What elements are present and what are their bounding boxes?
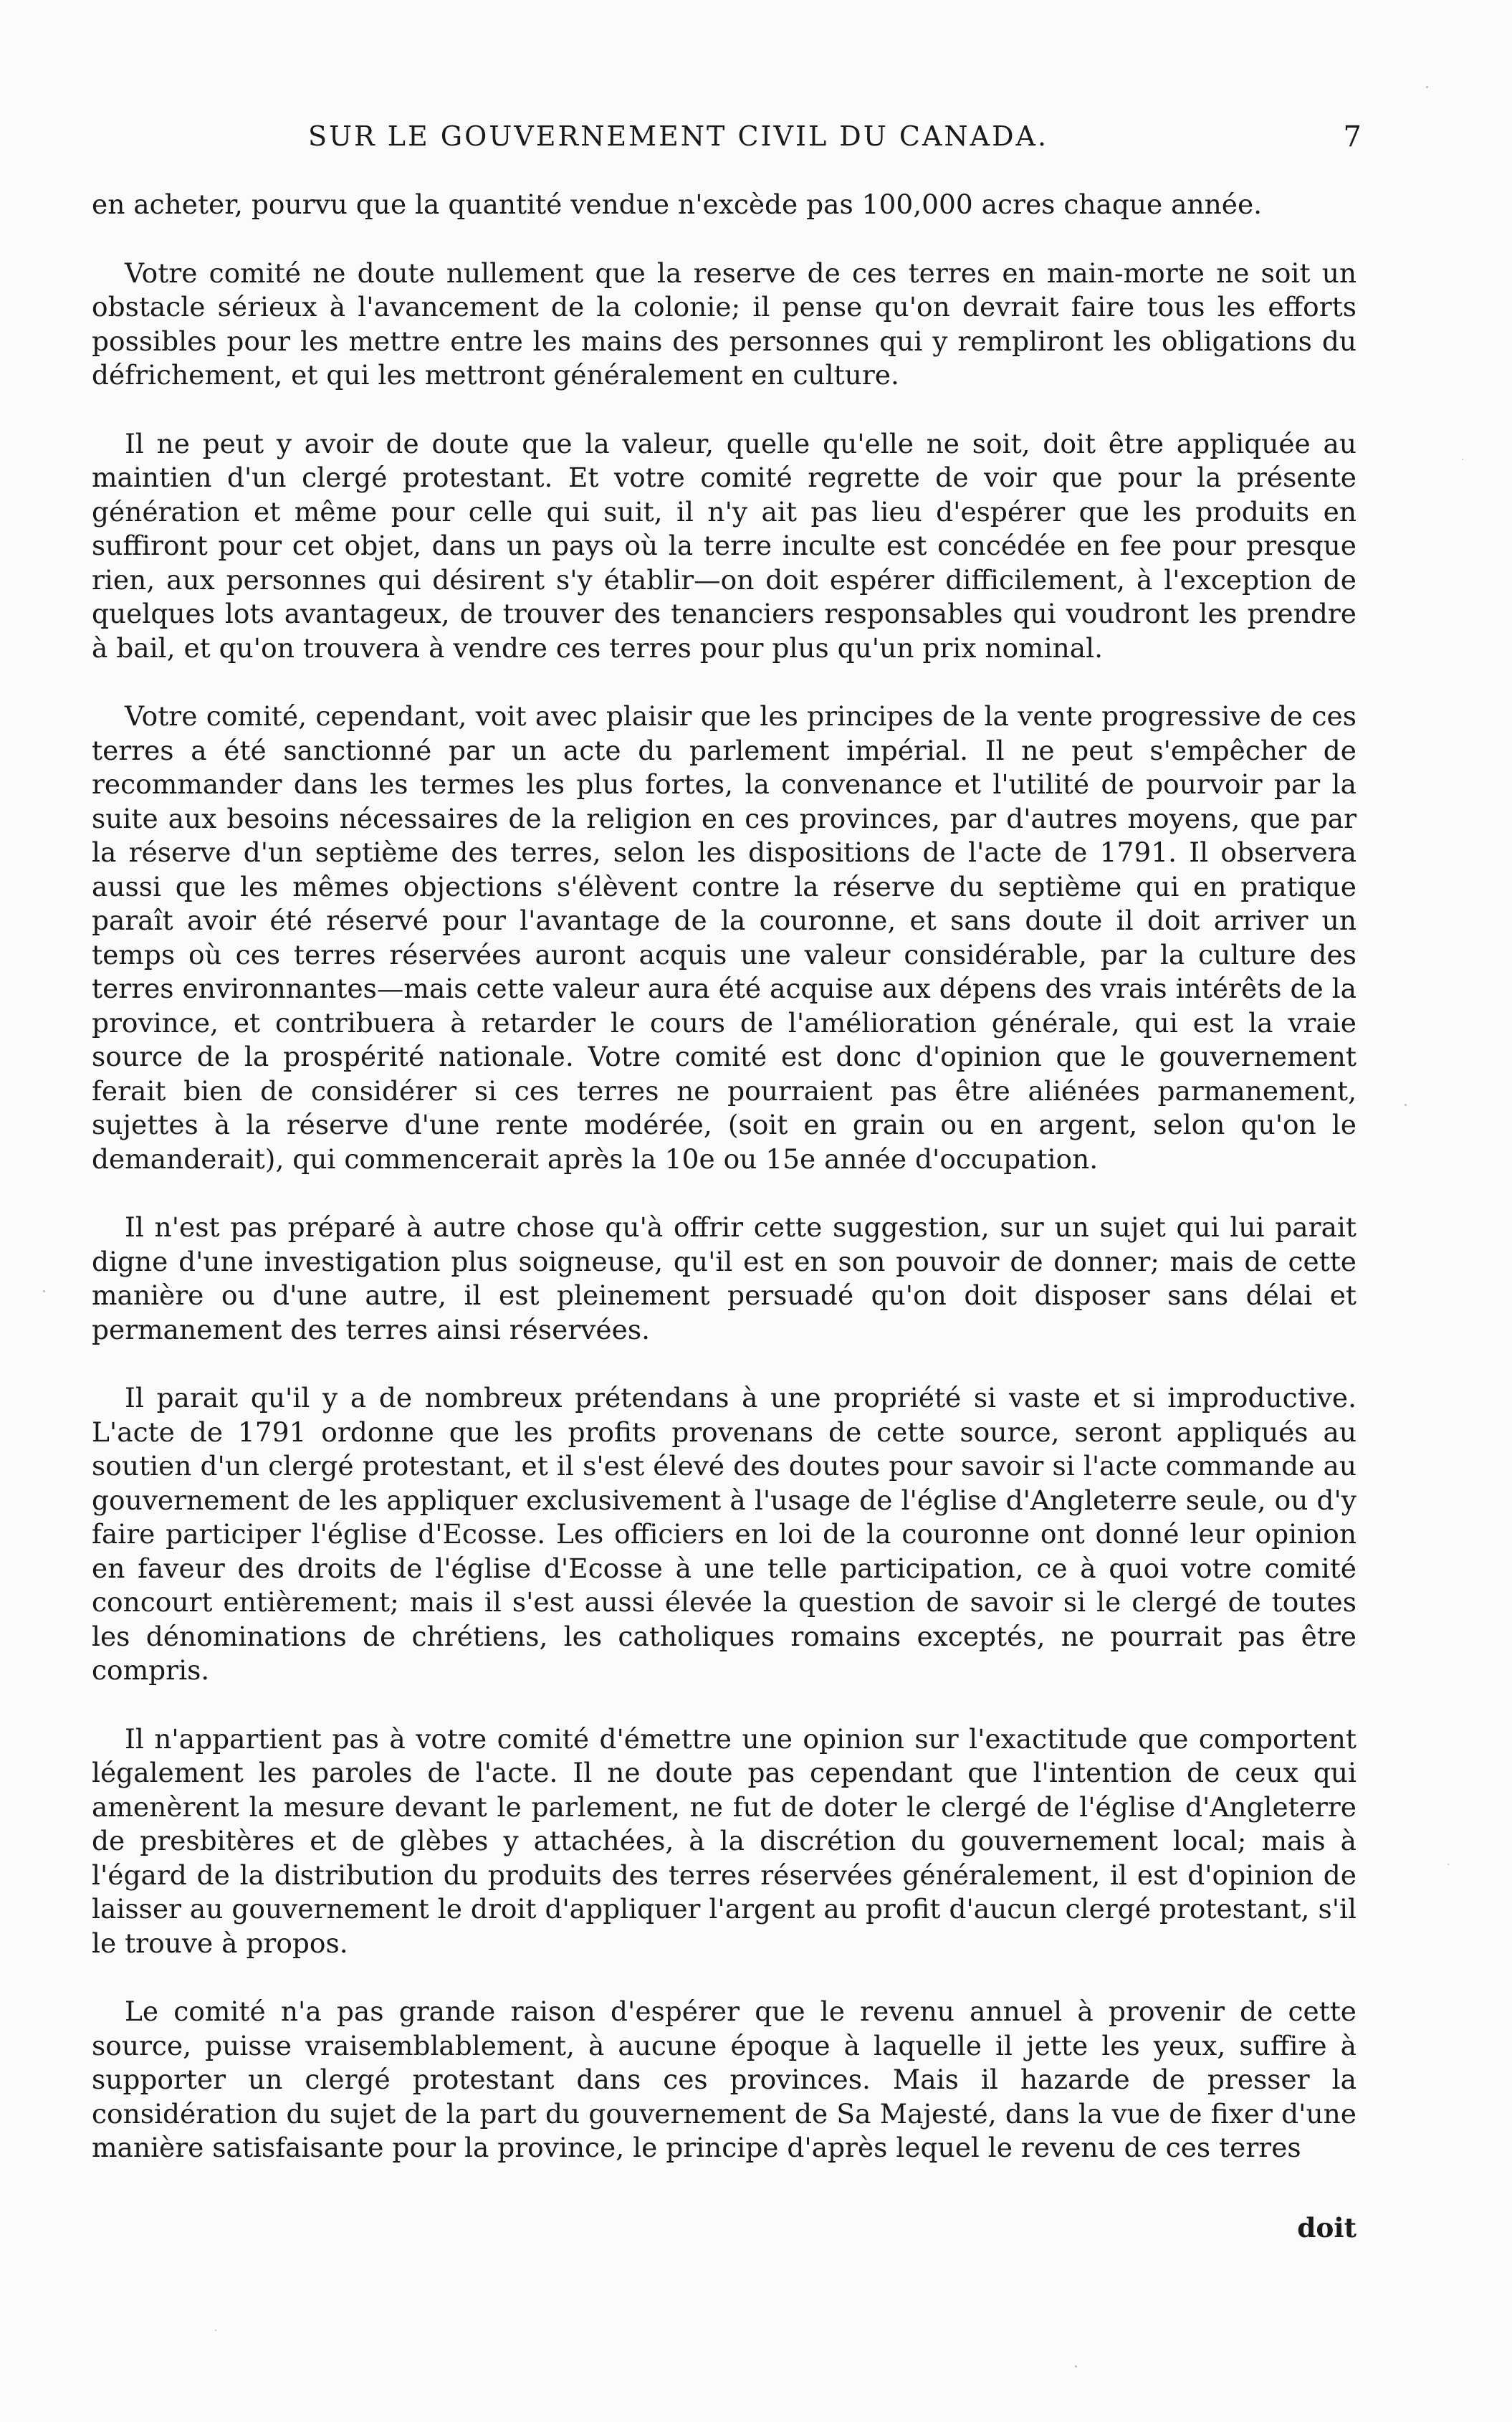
running-head bbox=[86, 120, 1362, 161]
paragraph-annual-revenue: Le comité n'a pas grande raison d'espérer que le revenu annuel à provenir de cette source, puisse vraisemblablement, à aucune époque à laquelle il jette les yeux, suffire à supporter un clergé protestant dans ces provinces. Mais il hazarde de presser la considération du sujet de la part du gouvernement de Sa Majesté, dans la vue de fixer d'une manière satisfaisante pour la province, le principe d'après lequel le revenu de ces terres bbox=[92, 1996, 1357, 2163]
scan-speck bbox=[1426, 86, 1428, 88]
body-text bbox=[92, 188, 1357, 2165]
paragraph-claimants: Il parait qu'il y a de nombreux prétendans à une propriété si vaste et si improductive. L'acte de 1791 ordonne que les profits provenans de cette source, seront appliqués au soutien d'un clergé protestant, et il s'est élevé des doutes pour savoir si l'acte commande au gouvernement de les appliquer exclusivement à l'usage de l'église d'Angleterre seule, ou d'y faire participer l'église d'Ecosse. Les officiers en loi de la couronne ont donné leur opinion en faveur des droits de l'église d'Ecosse à une telle participation, ce à quoi votre comité concourt entièrement; mais il s'est aussi élevée la question de savoir si le clergé de toutes les dénominations de chrétiens, les catholiques romains exceptés, ne pourrait pas être compris. bbox=[92, 1382, 1357, 1686]
paragraph-act-interpretation: Il n'appartient pas à votre comité d'émettre une opinion sur l'exactitude que comportent légalement les paroles de l'acte. Il ne doute pas cependant que l'intention de ceux qui amenèrent la mesure devant le parlement, ne fut de doter le clergé de l'église d'Angleterre de presbitères et de glèbes y attachées, à la discrétion du gouvernement local; mais à l'égard de la distribution du produits des terres réservées généralement, il est d'opinion de laisser au gouvernement le droit d'appliquer l'argent au profit d'aucun clergé protestant, s'il le trouve à propos. bbox=[92, 1722, 1357, 1959]
scan-speck bbox=[215, 2330, 216, 2331]
scan-speck bbox=[43, 1290, 45, 1292]
scan-speck bbox=[1448, 1864, 1449, 1865]
paragraph-protestant-clergy: Il ne peut y avoir de doute que la valeur, quelle qu'elle ne soit, doit être appliquée au maintien d'un clergé protestant. Et votre comité regrette de voir que pour la présente génération et même pour celle qui suit, il n'y ait pas lieu d'espérer que les produits en suffiront pour cet objet, dans un pays où la terre inculte est concédée en fee pour presque rien, aux personnes qui désirent s'y établir—on doit espérer difficilement, à l'exception de quelques lots avantageux, de trouver des tenanciers responsables qui voudront les prendre à bail, et qu'on trouvera à vendre ces terres pour plus qu'un prix nominal. bbox=[92, 427, 1357, 664]
paragraph-reserve-obstacle: Votre comité ne doute nullement que la reserve de ces terres en main-morte ne soit un obstacle sérieux à l'avancement de la colonie; il pense qu'on devrait faire tous les efforts possibles pour les mettre entre les mains des personnes qui y rempliront les obligations du défrichement, et qui les mettront généralement en culture. bbox=[92, 257, 1357, 391]
page-number: 7 bbox=[1343, 120, 1362, 153]
paragraph-continuation: en acheter, pourvu que la quantité vendue n'excède pas 100,000 acres chaque année. bbox=[92, 189, 1263, 220]
scan-speck bbox=[1462, 459, 1463, 460]
catchword: doit bbox=[1297, 2212, 1357, 2244]
paragraph-progressive-sale: Votre comité, cependant, voit avec plaisir que les principes de la vente progressive de ces terres a été sanctionné par un acte du parlement impérial. Il ne peut s'empêcher de recommander dans les termes les plus fortes, la convenance et l'utilité de pourvoir par la suite aux besoins nécessaires de la religion en ces provinces, par d'autres moyens, que par la réserve d'un septième des terres, selon les dispositions de l'acte de 1791. Il observera aussi que les mêmes objections s'élèvent contre la réserve du septième qui en pratique paraît avoir été réservé pour l'avantage de la couronne, et sans doute il doit arriver un temps où ces terres réservées auront acquis une valeur considérable, par la culture des terres environnantes—mais cette valeur aura été acquise aux dépens des vrais intérêts de la province, et contribuera à retarder le cours de l'amélioration générale, qui est la vraie source de la prospérité nationale. Votre comité est donc d'opinion que le gouvernement ferait bien de considérer si ces terres ne pourraient pas être aliénées parmanement, sujettes à la réserve d'une rente modérée, (soit en grain ou en argent, selon qu'on le demanderait), qui commencerait après la 10e ou 15e année d'occupation. bbox=[92, 700, 1357, 1175]
paragraph-suggestion: Il n'est pas préparé à autre chose qu'à offrir cette suggestion, sur un sujet qui lui parait digne d'une investigation plus soigneuse, qu'il est en son pouvoir de donner; mais de cette manière ou d'une autre, il est pleinement persuadé qu'on doit disposer sans délai et permanement des terres ainsi réservées. bbox=[92, 1211, 1357, 1345]
scan-speck bbox=[1405, 1104, 1407, 1106]
scan-speck bbox=[1075, 2365, 1077, 2368]
running-title: SUR LE GOUVERNEMENT CIVIL DU CANADA. bbox=[308, 120, 1049, 152]
